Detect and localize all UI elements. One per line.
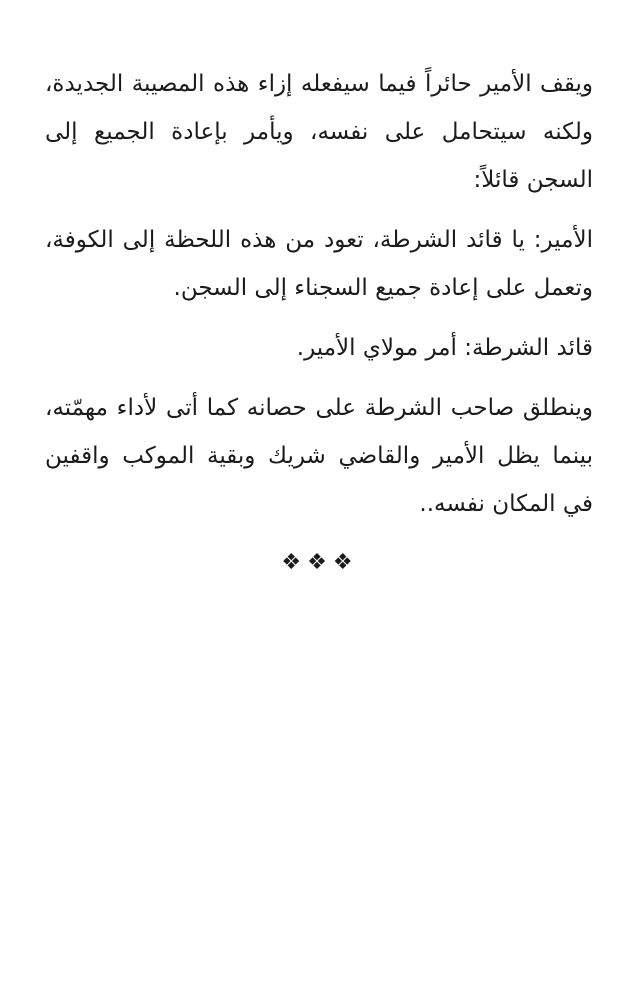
paragraph-prince-order: الأمير: يا قائد الشرطة، تعود من هذه اللحظة إلى الكوفة، وتعمل على إعادة جميع السجناء إلى السجن.: [45, 227, 593, 301]
paragraph-narration-2: وينطلق صاحب الشرطة على حصانه كما أتى لأداء مهمّته، بينما يظل الأمير والقاضي شريك وبقية الموكب واقفين في المكان نفسه..: [45, 395, 593, 517]
paragraph-narration-1: ويقف الأمير حائراً فيما سيفعله إزاء هذه المصيبة الجديدة، ولكنه سيتحامل على نفسه، ويأمر بإعادة الجميع إلى السجن قائلاً:: [45, 71, 593, 193]
section-divider-ornament: ❖❖❖: [281, 550, 359, 575]
paragraph-police-reply: قائد الشرطة: أمر مولاي الأمير.: [296, 335, 593, 361]
